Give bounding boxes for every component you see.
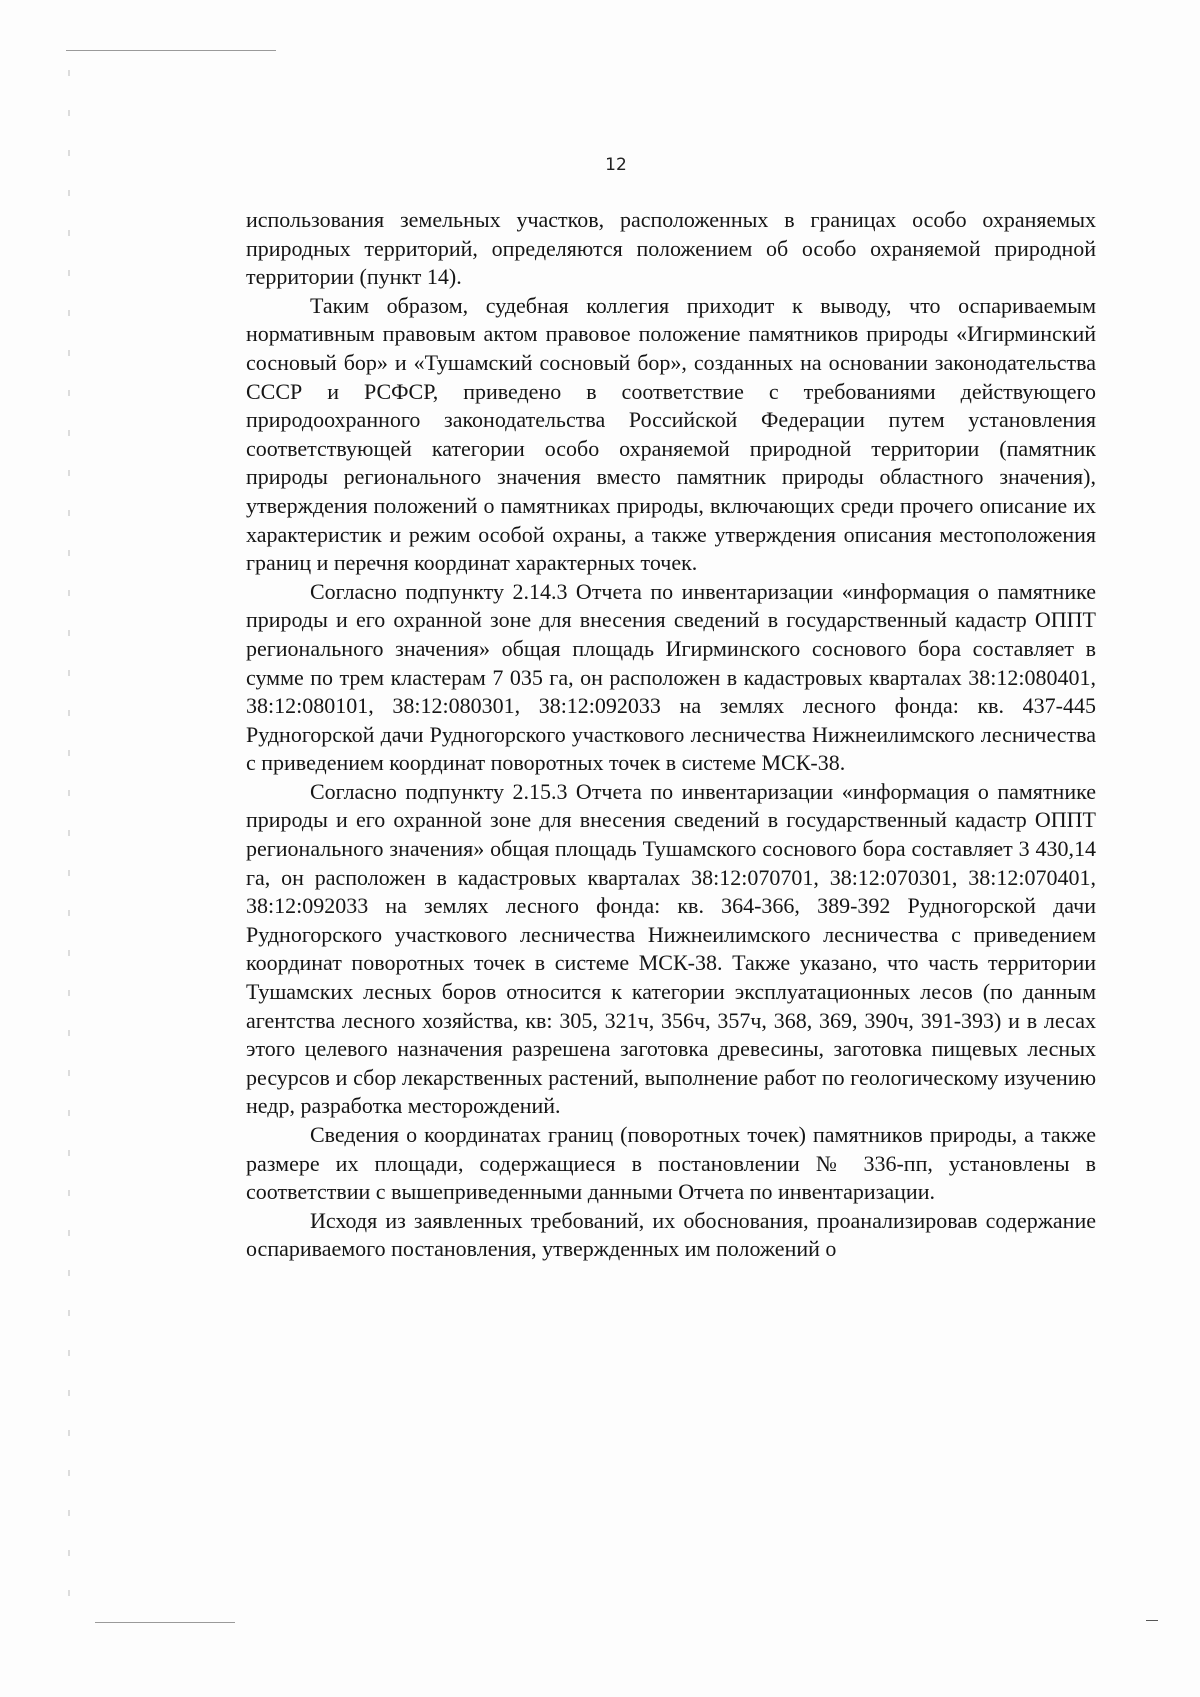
scan-artifact-right-dash xyxy=(1146,1620,1158,1621)
paragraph-tushamsky: Согласно подпункту 2.15.3 Отчета по инвентаризации «информация о памятнике природы и его охранной зоне для внесения сведений в государственный кадастр ОППТ регионального значения» общая площадь Тушамского соснового бора составляет 3 430,14 га, он расположен в кадастровых кварталах 38:12:070701, 38:12:070301, 38:12:070401, 38:12:092033 на землях лесного фонда: кв. 364-366, 389-392 Рудногорской дачи Рудногорского участкового лесничества Нижнеилимского лесничества с приведением координат поворотных точек в системе МСК-38. Также указано, что часть территории Тушамских лесных боров относится к категории эксплуатационных лесов (по данным агентства лесного хозяйства, кв: 305, 321ч, 356ч, 357ч, 368, 369, 390ч, 391-393) и в лесах этого целевого назначения разрешена заготовка древесины, заготовка пищевых лесных ресурсов и сбор лекарственных растений, выполнение работ по геологическому изучению недр, разработка месторождений. xyxy=(246,778,1096,1119)
document-body xyxy=(246,206,1096,1264)
paragraph-igirminsky: Согласно подпункту 2.14.3 Отчета по инвентаризации «информация о памятнике природы и его охранной зоне для внесения сведений в государственный кадастр ОППТ регионального значения» общая площадь Игирминского соснового бора составляет в сумме по трем кластерам 7 035 га, он расположен в кадастровых кварталах 38:12:080401, 38:12:080101, 38:12:080301, 38:12:092033 на землях лесного фонда: кв. 437-445 Рудногорской дачи Рудногорского участкового лесничества Нижнеилимского лесничества с приведением координат поворотных точек в системе МСК-38. xyxy=(246,578,1096,776)
scan-artifact-left-margin xyxy=(68,70,70,1620)
paragraph-coordinates: Сведения о координатах границ (поворотных точек) памятников природы, а также размере их площади, содержащиеся в постановлении № 336-пп, установлены в соответствии с вышеприведенными данными Отчета по инвентаризации. xyxy=(246,1122,1096,1205)
scan-artifact-bottom-line xyxy=(95,1622,235,1623)
scan-artifact-top-line xyxy=(66,50,276,51)
paragraph-conclusion: Таким образом, судебная коллегия приходит к выводу, что оспариваемым нормативным правовым актом правовое положение памятников природы «Игирминский сосновый бор» и «Тушамский сосновый бор», созданных на основании законодательства СССР и РСФСР, приведено в соответствие с требованиями действующего природоохранного законодательства Российской Федерации путем установления соответствующей категории особо охраняемой природной территории (памятник природы регионального значения вместо памятник природы областного значения), утверждения положений о памятниках природы, включающих среди прочего описание их характеристик и режим особой охраны, а также утверждения описания местоположения границ и перечня координат характерных точек. xyxy=(246,292,1096,576)
paragraph-requirements: Исходя из заявленных требований, их обоснования, проанализировав содержание оспариваемого постановления, утвержденных им положений о xyxy=(246,1207,1096,1262)
paragraph-continuation: использования земельных участков, расположенных в границах особо охраняемых природных территорий, определяются положением об особо охраняемой природной территории (пункт 14). xyxy=(246,207,1096,290)
page-number: 12 xyxy=(605,155,627,175)
